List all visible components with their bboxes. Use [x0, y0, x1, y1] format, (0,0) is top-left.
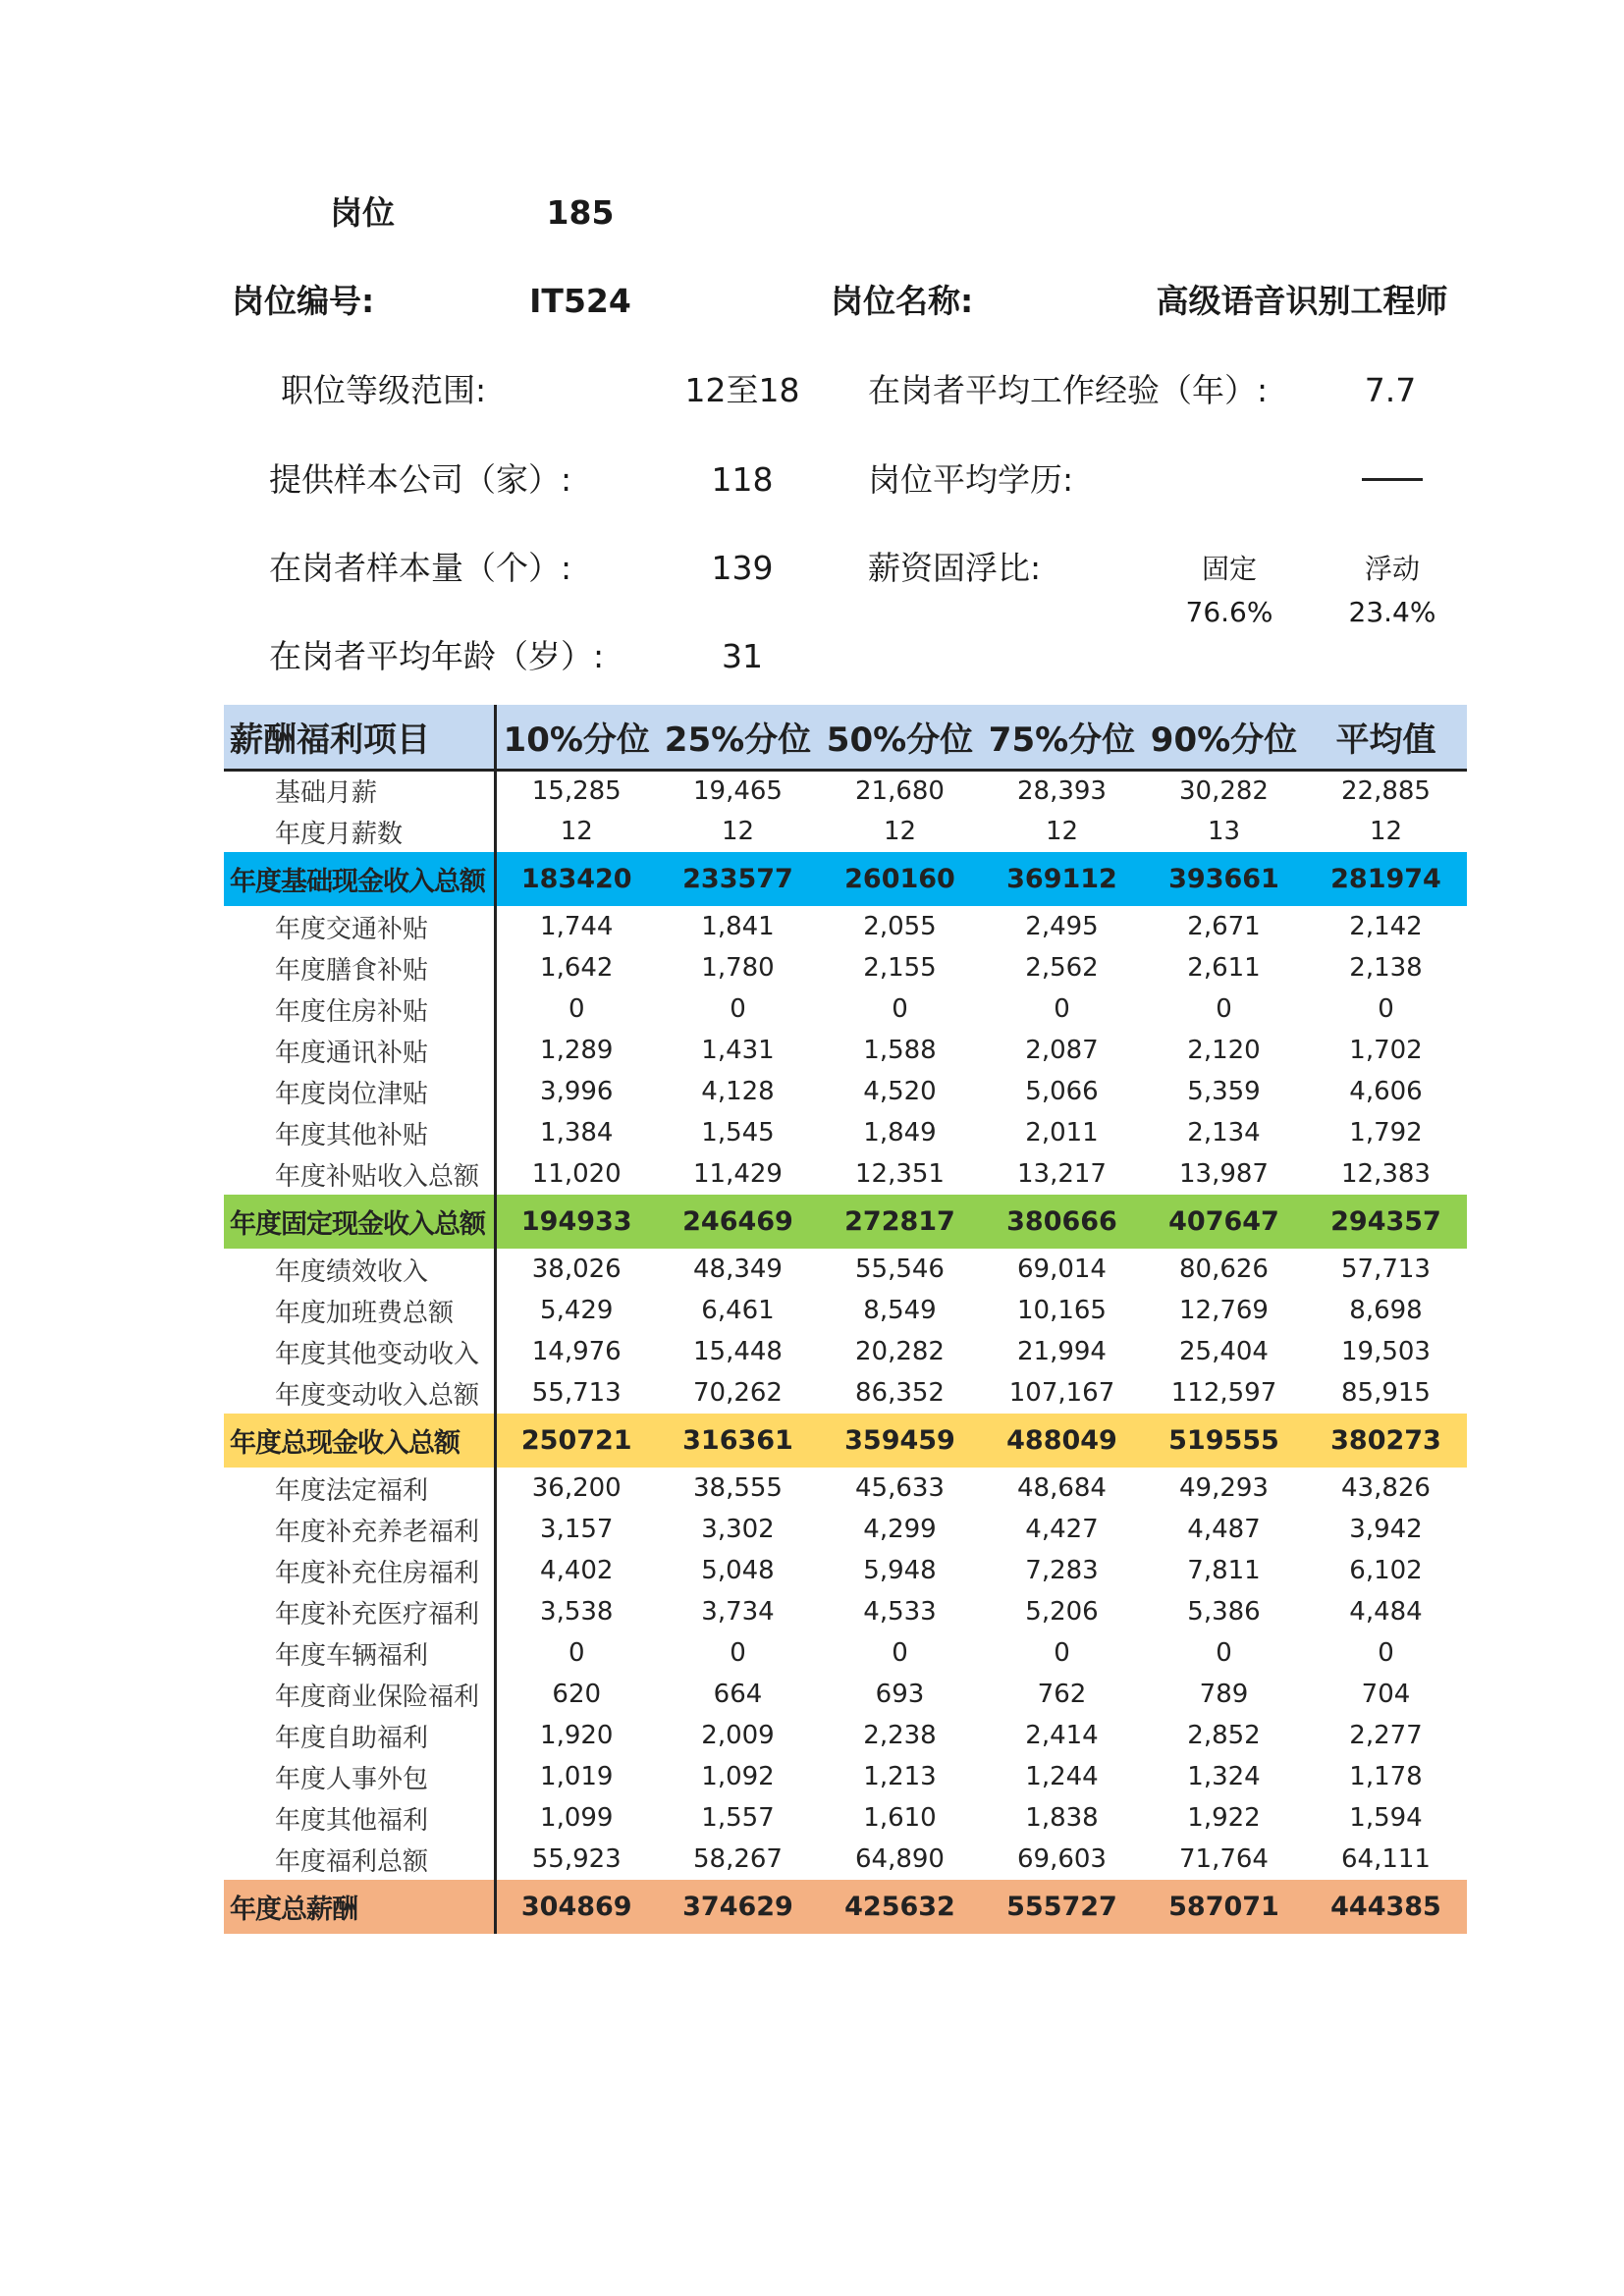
table-total-row	[224, 852, 1467, 906]
cell-value: 0	[568, 994, 585, 1024]
row-label: 年度总现金收入总额	[224, 1414, 495, 1468]
cell-value: 393661	[1168, 864, 1279, 894]
cell-value: 2,671	[1187, 912, 1261, 941]
cell-value: 1,838	[1025, 1803, 1099, 1833]
cell-value: 2,414	[1025, 1721, 1099, 1750]
table-row	[224, 1839, 1467, 1880]
table-row	[224, 1756, 1467, 1797]
cell-value: 36,200	[531, 1473, 622, 1503]
float-label: 浮动	[1364, 553, 1421, 585]
table-header-row	[224, 705, 1467, 770]
cell-value: 0	[1378, 1638, 1394, 1668]
experience-value: 7.7	[1364, 371, 1417, 409]
cell-value: 2,134	[1187, 1118, 1261, 1148]
cell-value: 69,603	[1017, 1844, 1107, 1874]
cell-value: 587071	[1168, 1892, 1279, 1922]
cell-value: 2,087	[1025, 1036, 1099, 1065]
cell-value: 1,920	[540, 1721, 614, 1750]
cell-value: 38,026	[531, 1255, 622, 1284]
cell-value: 8,549	[863, 1296, 937, 1325]
header-p75: 75%分位	[981, 705, 1143, 770]
cell-value: 1,324	[1187, 1762, 1261, 1791]
cell-value: 19,503	[1341, 1337, 1431, 1366]
cell-value: 2,852	[1187, 1721, 1261, 1750]
table-row	[224, 1509, 1467, 1550]
cell-value: 64,890	[855, 1844, 945, 1874]
cell-value: 246469	[682, 1206, 793, 1237]
row-label: 年度绩效收入	[224, 1249, 495, 1290]
samples-value: 139	[711, 549, 774, 587]
cell-value: 12	[560, 817, 593, 846]
cell-value: 85,915	[1341, 1378, 1431, 1408]
cell-value: 5,048	[701, 1556, 775, 1585]
header-p50: 50%分位	[819, 705, 981, 770]
cell-value: 4,484	[1349, 1597, 1423, 1627]
cell-value: 1,588	[863, 1036, 937, 1065]
cell-value: 3,538	[540, 1597, 614, 1627]
cell-value: 55,546	[855, 1255, 945, 1284]
cell-value: 4,402	[540, 1556, 614, 1585]
compensation-table	[224, 705, 1467, 1934]
cell-value: 5,066	[1025, 1077, 1099, 1106]
cell-value: 12,351	[855, 1159, 945, 1189]
table-row	[224, 811, 1467, 852]
cell-value: 0	[1054, 1638, 1070, 1668]
row-label: 年度车辆福利	[224, 1632, 495, 1674]
cell-value: 2,011	[1025, 1118, 1099, 1148]
cell-value: 183420	[520, 864, 632, 894]
row-label: 年度补充养老福利	[224, 1509, 495, 1550]
row-label: 年度补充医疗福利	[224, 1591, 495, 1632]
cell-value: 369112	[1006, 864, 1117, 894]
cell-value: 25,404	[1179, 1337, 1269, 1366]
cell-value: 1,178	[1349, 1762, 1423, 1791]
cell-value: 1,431	[701, 1036, 775, 1065]
cell-value: 1,244	[1025, 1762, 1099, 1791]
cell-value: 0	[730, 1638, 746, 1668]
cell-value: 1,384	[540, 1118, 614, 1148]
cell-value: 2,055	[863, 912, 937, 941]
cell-value: 7,811	[1187, 1556, 1261, 1585]
table-row	[224, 1591, 1467, 1632]
cell-value: 519555	[1168, 1425, 1279, 1456]
cell-value: 374629	[682, 1892, 793, 1922]
row-label: 年度其他补贴	[224, 1112, 495, 1153]
cell-value: 48,349	[693, 1255, 783, 1284]
cell-value: 6,102	[1349, 1556, 1423, 1585]
cell-value: 5,359	[1187, 1077, 1261, 1106]
table-row	[224, 947, 1467, 988]
cell-value: 2,009	[701, 1721, 775, 1750]
cell-value: 3,996	[540, 1077, 614, 1106]
cell-value: 444385	[1330, 1892, 1441, 1922]
row-label: 年度补贴收入总额	[224, 1153, 495, 1195]
cell-value: 12	[1045, 817, 1079, 846]
table-row	[224, 1797, 1467, 1839]
companies-label: 提供样本公司（家）:	[269, 460, 572, 499]
row-label: 年度其他变动收入	[224, 1331, 495, 1372]
cell-value: 5,948	[863, 1556, 937, 1585]
cell-value: 21,994	[1017, 1337, 1107, 1366]
cell-value: 45,633	[855, 1473, 945, 1503]
cell-value: 12	[1369, 817, 1403, 846]
cell-value: 555727	[1006, 1892, 1117, 1922]
cell-value: 1,841	[701, 912, 775, 941]
cell-value: 2,562	[1025, 953, 1099, 983]
cell-value: 294357	[1330, 1206, 1441, 1237]
cell-value: 20,282	[855, 1337, 945, 1366]
header-p25: 25%分位	[657, 705, 819, 770]
companies-value: 118	[711, 460, 774, 499]
cell-value: 5,386	[1187, 1597, 1261, 1627]
age-label: 在岗者平均年龄（岁）:	[269, 637, 605, 675]
cell-value: 2,495	[1025, 912, 1099, 941]
name-value: 高级语音识别工程师	[1156, 282, 1448, 320]
cell-value: 260160	[844, 864, 955, 894]
table-row	[224, 1550, 1467, 1591]
cell-value: 12	[721, 817, 755, 846]
table-row	[224, 1249, 1467, 1290]
cell-value: 380666	[1006, 1206, 1117, 1237]
cell-value: 19,465	[693, 775, 783, 806]
row-label: 年度变动收入总额	[224, 1372, 495, 1414]
grade-value: 12至18	[684, 371, 800, 409]
cell-value: 0	[1216, 1638, 1232, 1668]
cell-value: 1,557	[701, 1803, 775, 1833]
table-row	[224, 1030, 1467, 1071]
cell-value: 0	[568, 1638, 585, 1668]
cell-value: 359459	[844, 1425, 955, 1456]
cell-value: 2,142	[1349, 912, 1423, 941]
cell-value: 4,299	[863, 1515, 937, 1544]
cell-value: 380273	[1330, 1425, 1441, 1456]
grade-label: 职位等级范围:	[281, 371, 487, 409]
row-label: 年度自助福利	[224, 1715, 495, 1756]
cell-value: 2,611	[1187, 953, 1261, 983]
cell-value: 70,262	[693, 1378, 783, 1408]
cell-value: 30,282	[1179, 775, 1269, 806]
cell-value: 43,826	[1341, 1473, 1431, 1503]
samples-label: 在岗者样本量（个）:	[269, 549, 572, 587]
table-row	[224, 1153, 1467, 1195]
code-value: IT524	[529, 282, 631, 320]
cell-value: 107,167	[1008, 1378, 1115, 1408]
cell-value: 1,594	[1349, 1803, 1423, 1833]
row-label: 年度通讯补贴	[224, 1030, 495, 1071]
cell-value: 1,092	[701, 1762, 775, 1791]
cell-value: 15,448	[693, 1337, 783, 1366]
table-total-row	[224, 1880, 1467, 1934]
cell-value: 3,302	[701, 1515, 775, 1544]
header-item: 薪酬福利项目	[224, 705, 495, 770]
cell-value: 14,976	[531, 1337, 622, 1366]
row-label: 年度商业保险福利	[224, 1674, 495, 1715]
cell-value: 22,885	[1341, 775, 1431, 806]
fixed-value: 76.6%	[1185, 596, 1273, 628]
cell-value: 425632	[844, 1892, 955, 1922]
cell-value: 1,792	[1349, 1118, 1423, 1148]
cell-value: 704	[1361, 1680, 1411, 1709]
row-label: 年度月薪数	[224, 811, 495, 852]
table-row	[224, 1674, 1467, 1715]
row-label: 年度固定现金收入总额	[224, 1195, 495, 1249]
cell-value: 1,849	[863, 1118, 937, 1148]
cell-value: 12	[883, 817, 917, 846]
cell-value: 693	[875, 1680, 925, 1709]
cell-value: 281974	[1330, 864, 1441, 894]
cell-value: 49,293	[1179, 1473, 1269, 1503]
row-label: 年度加班费总额	[224, 1290, 495, 1331]
table-row	[224, 1632, 1467, 1674]
cell-value: 2,238	[863, 1721, 937, 1750]
cell-value: 28,393	[1017, 775, 1107, 806]
cell-value: 13	[1207, 817, 1241, 846]
cell-value: 112,597	[1170, 1378, 1277, 1408]
row-label: 年度法定福利	[224, 1468, 495, 1509]
table-row	[224, 1290, 1467, 1331]
ratio-label: 薪资固浮比:	[868, 549, 1042, 587]
cell-value: 488049	[1006, 1425, 1117, 1456]
cell-value: 48,684	[1017, 1473, 1107, 1503]
experience-label: 在岗者平均工作经验（年）:	[868, 371, 1269, 409]
row-label: 年度总薪酬	[224, 1880, 495, 1934]
cell-value: 1,099	[540, 1803, 614, 1833]
table-row	[224, 770, 1467, 811]
cell-value: 12,769	[1179, 1296, 1269, 1325]
cell-value: 1,545	[701, 1118, 775, 1148]
cell-value: 0	[892, 1638, 908, 1668]
cell-value: 7,283	[1025, 1556, 1099, 1585]
cell-value: 55,713	[531, 1378, 622, 1408]
cell-value: 13,217	[1017, 1159, 1107, 1189]
table-row	[224, 1468, 1467, 1509]
cell-value: 1,922	[1187, 1803, 1261, 1833]
cell-value: 38,555	[693, 1473, 783, 1503]
education-label: 岗位平均学历:	[868, 460, 1074, 499]
cell-value: 2,277	[1349, 1721, 1423, 1750]
header-p10: 10%分位	[495, 705, 657, 770]
cell-value: 233577	[682, 864, 793, 894]
cell-value: 1,289	[540, 1036, 614, 1065]
cell-value: 10,165	[1017, 1296, 1107, 1325]
cell-value: 4,606	[1349, 1077, 1423, 1106]
cell-value: 304869	[520, 1892, 632, 1922]
cell-value: 0	[1378, 994, 1394, 1024]
cell-value: 21,680	[855, 775, 945, 806]
cell-value: 11,429	[693, 1159, 783, 1189]
row-label: 基础月薪	[224, 770, 495, 811]
cell-value: 4,533	[863, 1597, 937, 1627]
row-label: 年度岗位津贴	[224, 1071, 495, 1112]
cell-value: 3,157	[540, 1515, 614, 1544]
table-row	[224, 988, 1467, 1030]
cell-value: 272817	[844, 1206, 955, 1237]
table-row	[224, 1715, 1467, 1756]
header-p90: 90%分位	[1143, 705, 1305, 770]
cell-value: 0	[1216, 994, 1232, 1024]
row-label: 年度膳食补贴	[224, 947, 495, 988]
table-row	[224, 1372, 1467, 1414]
row-label: 年度补充住房福利	[224, 1550, 495, 1591]
table-row	[224, 1071, 1467, 1112]
cell-value: 2,120	[1187, 1036, 1261, 1065]
cell-value: 1,744	[540, 912, 614, 941]
row-label: 年度基础现金收入总额	[224, 852, 495, 906]
cell-value: 2,138	[1349, 953, 1423, 983]
row-label: 年度人事外包	[224, 1756, 495, 1797]
position-value: 185	[546, 193, 615, 232]
cell-value: 4,128	[701, 1077, 775, 1106]
cell-value: 5,429	[540, 1296, 614, 1325]
row-label: 年度福利总额	[224, 1839, 495, 1880]
cell-value: 1,642	[540, 953, 614, 983]
cell-value: 4,427	[1025, 1515, 1099, 1544]
table-total-row	[224, 1414, 1467, 1468]
cell-value: 250721	[520, 1425, 632, 1456]
header-average: 平均值	[1305, 705, 1467, 770]
cell-value: 620	[552, 1680, 602, 1709]
cell-value: 64,111	[1341, 1844, 1431, 1874]
cell-value: 4,487	[1187, 1515, 1261, 1544]
float-value: 23.4%	[1348, 596, 1436, 628]
cell-value: 789	[1199, 1680, 1249, 1709]
cell-value: 3,942	[1349, 1515, 1423, 1544]
cell-value: 80,626	[1179, 1255, 1269, 1284]
age-value: 31	[722, 637, 763, 675]
cell-value: 0	[892, 994, 908, 1024]
cell-value: 4,520	[863, 1077, 937, 1106]
cell-value: 13,987	[1179, 1159, 1269, 1189]
position-label: 岗位	[330, 193, 395, 232]
cell-value: 15,285	[531, 775, 622, 806]
cell-value: 69,014	[1017, 1255, 1107, 1284]
row-label: 年度交通补贴	[224, 906, 495, 947]
cell-value: 3,734	[701, 1597, 775, 1627]
code-label: 岗位编号:	[232, 282, 375, 320]
cell-value: 407647	[1168, 1206, 1279, 1237]
cell-value: 1,610	[863, 1803, 937, 1833]
cell-value: 0	[1054, 994, 1070, 1024]
cell-value: 57,713	[1341, 1255, 1431, 1284]
table-row	[224, 1331, 1467, 1372]
name-label: 岗位名称:	[831, 282, 974, 320]
cell-value: 6,461	[701, 1296, 775, 1325]
cell-value: 316361	[682, 1425, 793, 1456]
cell-value: 58,267	[693, 1844, 783, 1874]
cell-value: 2,155	[863, 953, 937, 983]
row-label: 年度住房补贴	[224, 988, 495, 1030]
cell-value: 5,206	[1025, 1597, 1099, 1627]
table-total-row	[224, 1195, 1467, 1249]
cell-value: 1,780	[701, 953, 775, 983]
cell-value: 1,019	[540, 1762, 614, 1791]
row-label: 年度其他福利	[224, 1797, 495, 1839]
education-dash	[1362, 478, 1423, 481]
cell-value: 86,352	[855, 1378, 945, 1408]
table-row	[224, 906, 1467, 947]
cell-value: 762	[1037, 1680, 1087, 1709]
cell-value: 55,923	[531, 1844, 622, 1874]
cell-value: 11,020	[531, 1159, 622, 1189]
cell-value: 1,702	[1349, 1036, 1423, 1065]
table-row	[224, 1112, 1467, 1153]
cell-value: 12,383	[1341, 1159, 1431, 1189]
cell-value: 664	[713, 1680, 763, 1709]
cell-value: 1,213	[863, 1762, 937, 1791]
cell-value: 71,764	[1179, 1844, 1269, 1874]
cell-value: 8,698	[1349, 1296, 1423, 1325]
fixed-label: 固定	[1201, 553, 1258, 585]
cell-value: 194933	[520, 1206, 632, 1237]
cell-value: 0	[730, 994, 746, 1024]
